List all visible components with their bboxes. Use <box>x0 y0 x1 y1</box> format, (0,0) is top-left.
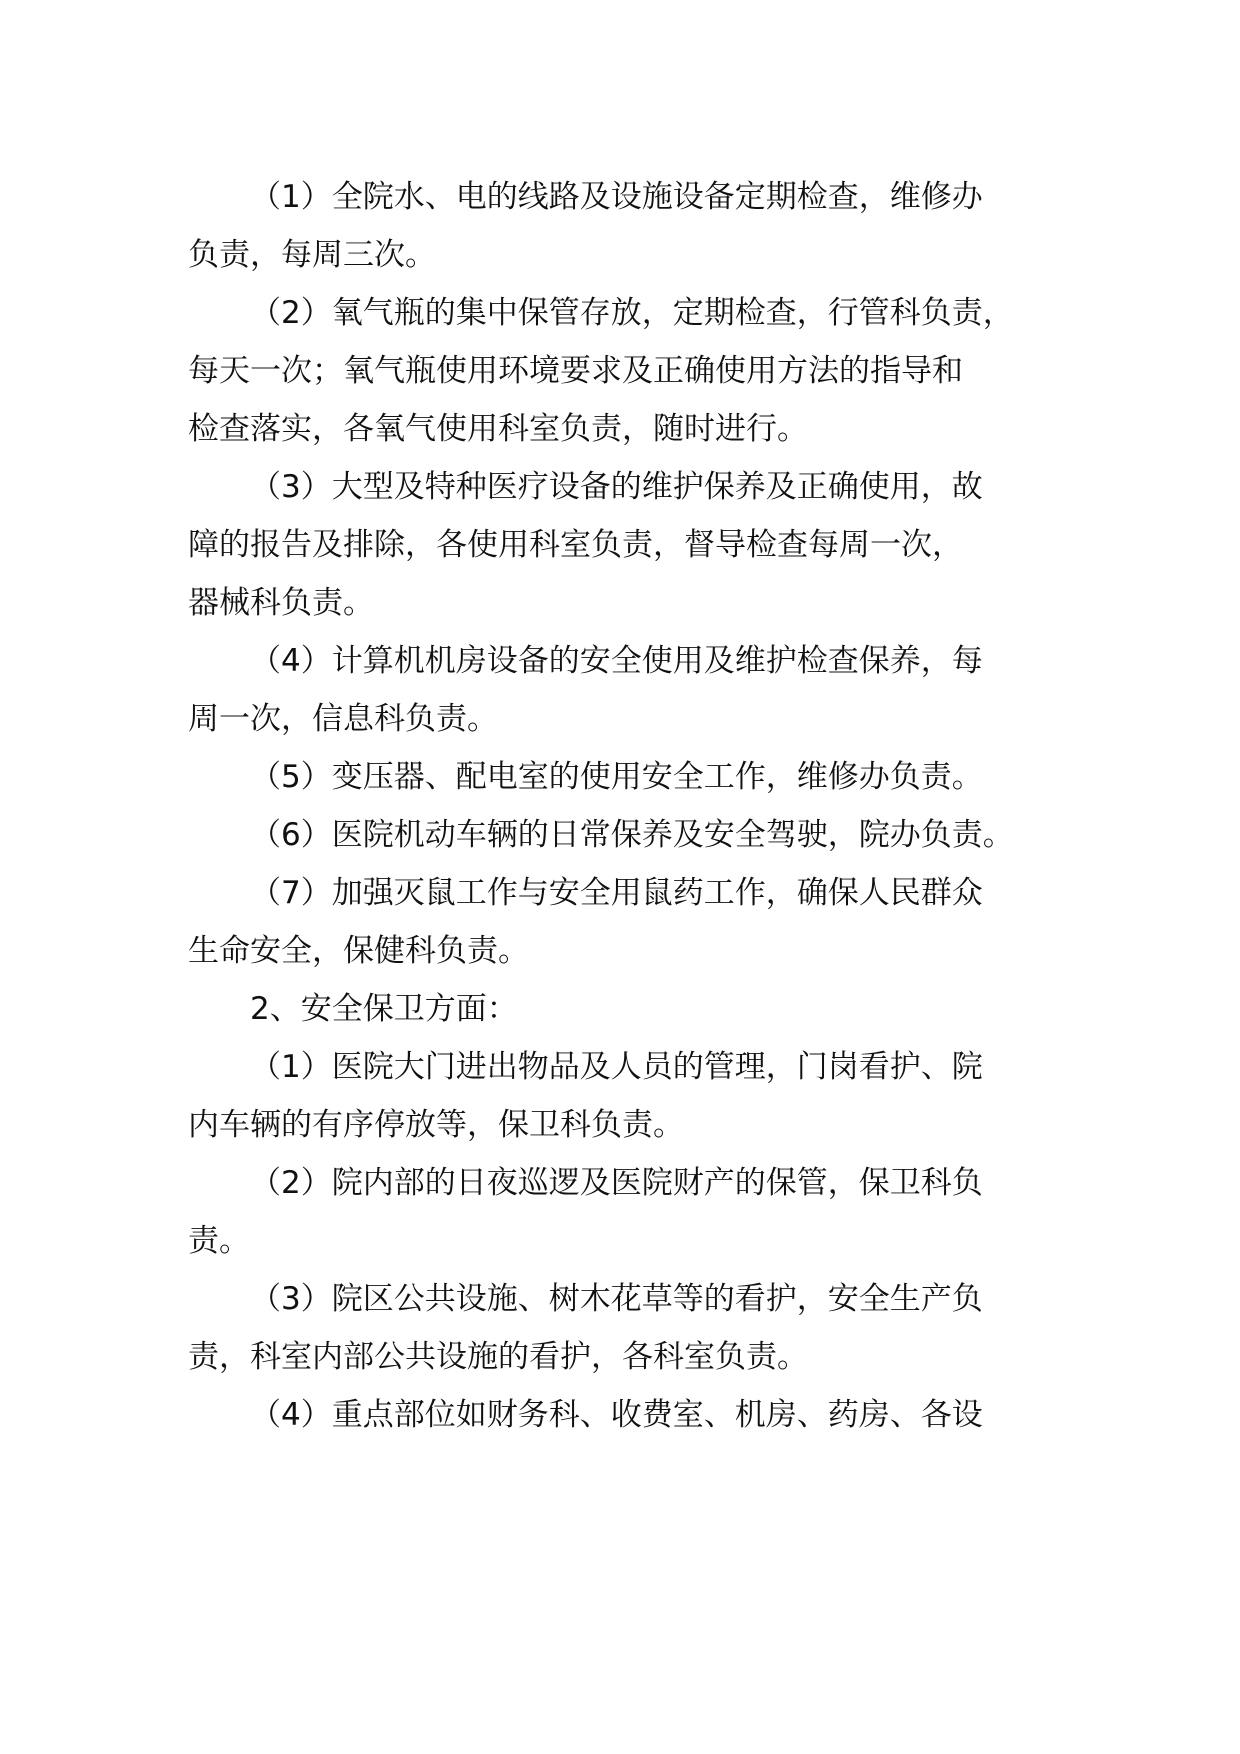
paragraph-line: （1）全院水、电的线路及设施设备定期检查，维修办 <box>250 179 983 215</box>
paragraph-line: （4）计算机机房设备的安全使用及维护检查保养，每 <box>250 643 983 679</box>
paragraph-line: 责，科室内部公共设施的看护，各科室负责。 <box>188 1339 808 1375</box>
paragraph <box>188 284 1068 458</box>
paragraph-line: （2）院内部的日夜巡逻及医院财产的保管，保卫科负 <box>250 1165 983 1201</box>
paragraph <box>188 458 1068 632</box>
paragraph-line: 障的报告及排除，各使用科室负责，督导检查每周一次， <box>188 527 963 563</box>
paragraph-line: 2、安全保卫方面： <box>250 991 518 1027</box>
paragraph-line: （5）变压器、配电室的使用安全工作，维修办负责。 <box>250 759 983 795</box>
paragraph <box>188 806 1068 864</box>
paragraph-line: （6）医院机动车辆的日常保养及安全驾驶，院办负责。 <box>250 817 1014 853</box>
paragraph <box>188 168 1068 284</box>
paragraph-line: （2）氧气瓶的集中保管存放，定期检查，行管科负责， <box>250 295 1014 331</box>
paragraph-line: 每天一次；氧气瓶使用环境要求及正确使用方法的指导和 <box>188 353 963 389</box>
paragraph-line: 器械科负责。 <box>188 585 374 621</box>
paragraph <box>188 1270 1068 1386</box>
paragraph-line: （4）重点部位如财务科、收费室、机房、药房、各设 <box>250 1397 983 1433</box>
paragraph <box>188 864 1068 980</box>
paragraph <box>188 632 1068 748</box>
paragraph-line: 检查落实，各氧气使用科室负责，随时进行。 <box>188 411 808 447</box>
paragraph <box>188 1154 1068 1270</box>
paragraph <box>188 1386 1068 1444</box>
paragraph-line: 周一次，信息科负责。 <box>188 701 498 737</box>
paragraph-line: 内车辆的有序停放等，保卫科负责。 <box>188 1107 684 1143</box>
paragraph-line: （1）医院大门进出物品及人员的管理，门岗看护、院 <box>250 1049 983 1085</box>
document-body <box>188 168 1068 1444</box>
paragraph-line: 负责，每周三次。 <box>188 237 436 273</box>
paragraph <box>188 980 1068 1038</box>
paragraph-line: 责。 <box>188 1223 250 1259</box>
paragraph-line: 生命安全，保健科负责。 <box>188 933 529 969</box>
paragraph-line: （3）大型及特种医疗设备的维护保养及正确使用，故 <box>250 469 983 505</box>
paragraph <box>188 748 1068 806</box>
paragraph-line: （7）加强灭鼠工作与安全用鼠药工作，确保人民群众 <box>250 875 983 911</box>
paragraph-line: （3）院区公共设施、树木花草等的看护，安全生产负 <box>250 1281 983 1317</box>
paragraph <box>188 1038 1068 1154</box>
